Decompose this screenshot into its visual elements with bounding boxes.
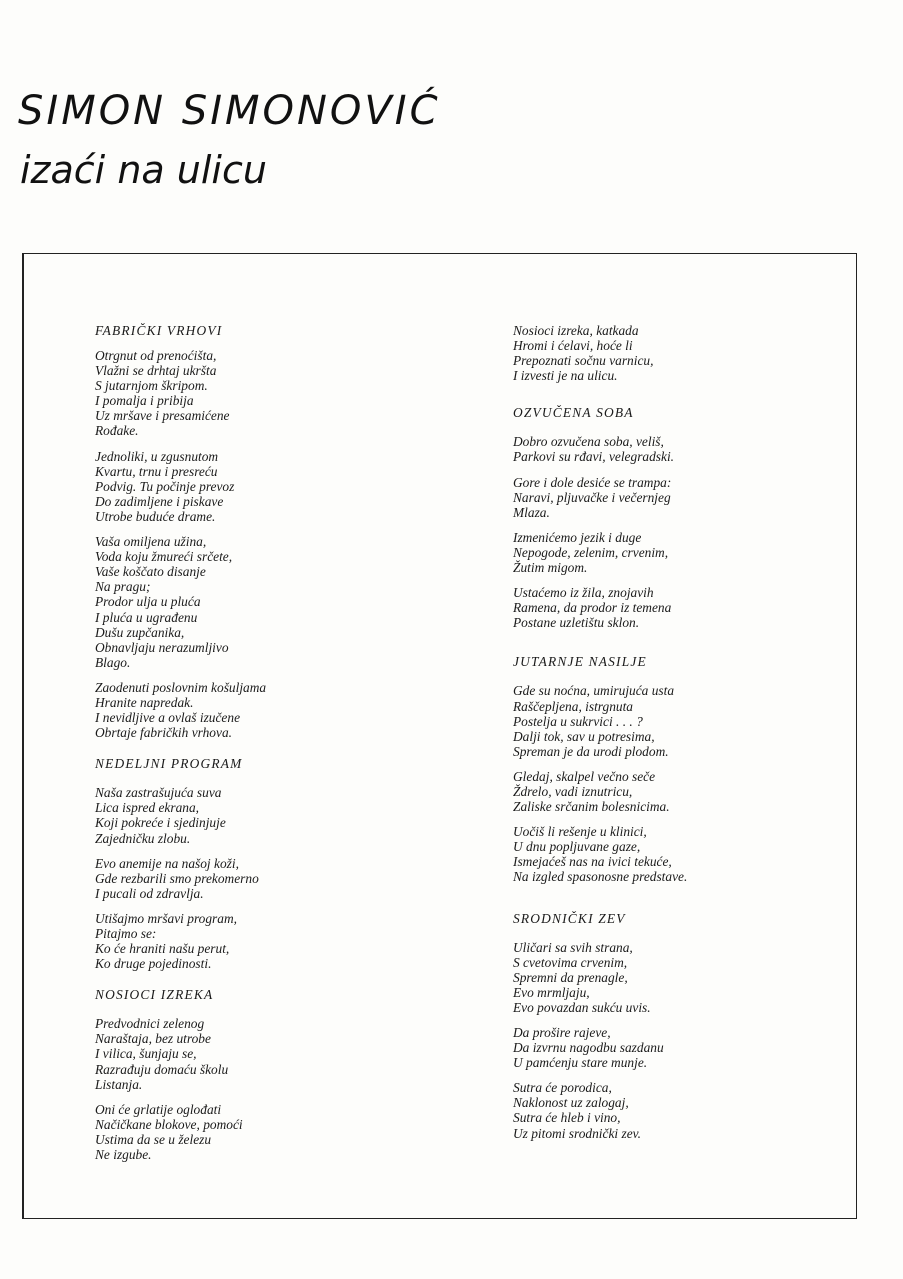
- stanza: Predvodnici zelenog Naraštaja, bez utrobe I vilica, šunjaju se, Razrađuju domaću školu Listanja.: [95, 1016, 229, 1092]
- stanza: Nosioci izreka, katkada Hromi i ćelavi, hoće li Prepoznati sočnu varnicu, I izvesti je na ulicu.: [513, 323, 654, 384]
- poem-title: FABRIČKI VRHOVI: [95, 323, 223, 338]
- stanza: Evo anemije na našoj koži, Gde rezbarili smo prekomerno I pucali od zdravlja.: [95, 855, 259, 901]
- poem-title: SRODNIČKI ZEV: [513, 910, 626, 926]
- stanza: Gledaj, skalpel večno seče Ždrelo, vadi iznutricu, Zaliske srčanim bolesnicima.: [513, 768, 670, 815]
- stanza: Gore i dole desiće se trampa: Naravi, pljuvačke i večernjeg Mlaza.: [513, 474, 672, 520]
- stanza: Uličari sa svih strana, S cvetovima crvenim, Spremni da prenagle, Evo mrmljaju, Evo povazdan sukću uvis.: [513, 939, 651, 1015]
- stanza: Zaodenuti poslovnim košuljama Hranite napredak. I nevidljive a ovlaš izučene Obrtaje fabričkih vrhova.: [95, 679, 267, 741]
- left-column: [95, 323, 415, 1162]
- poem-nedeljni-program: [95, 756, 415, 971]
- stanza: Ustaćemo iz žila, znojavih Ramena, da prodor iz temena Postane uzletištu sklon.: [513, 585, 672, 631]
- stanza: Jednoliki, u zgusnutom Kvartu, trnu i presreću Podvig. Tu počinje prevoz Do zadimljene i piskave Utrobe buduće drame.: [95, 448, 235, 524]
- poem-jutarnje-nasilje: [513, 654, 833, 884]
- poem-nosioci-izreka: [95, 987, 415, 1162]
- book-title: izaći na ulicu: [20, 148, 267, 192]
- stanza: Izmenićemo jezik i duge Nepogode, zelenim, crvenim, Žutim migom.: [513, 529, 669, 576]
- stanza: Dobro ozvučena soba, veliš, Parkovi su rđavi, velegradski.: [513, 434, 675, 465]
- author-name: SIMON SIMONOVIĆ: [18, 88, 441, 134]
- stanza: Otrgnut od prenoćišta, Vlažni se drhtaj ukršta S jutarnjom škripom. I pomalja i pribija Uz mršave i presamićene Rođake.: [95, 348, 230, 439]
- poem-title: NOSIOCI IZREKA: [95, 987, 214, 1003]
- poem-title: NEDELJNI PROGRAM: [95, 756, 243, 772]
- stanza: Utišajmo mršavi program, Pitajmo se: Ko će hraniti našu perut, Ko druge pojedinosti.: [95, 910, 237, 972]
- stanza: Gde su noćna, umirujuća usta Raščepljena, istrgnuta Postelja u sukrvici . . . ? Dalji tok, sav u potresima, Spreman je da urodi plodom.: [513, 683, 675, 759]
- poem-ozvucena-soba: [513, 405, 833, 630]
- poem-srodnicki-zev: [513, 911, 833, 1141]
- stanza: Naša zastrašujuća suva Lica ispred ekrana, Koji pokreće i sjedinjuje Zajedničku zlobu.: [95, 785, 226, 846]
- poem-fabricki-vrhovi: [95, 323, 415, 740]
- stanza: Uočiš li rešenje u klinici, U dnu popljuvane gaze, Ismejaćeš nas na ivici tekuće, Na izgled spasonosne predstave.: [513, 824, 688, 885]
- stanza: Sutra će porodica, Naklonost uz zalogaj, Sutra će hleb i vino, Uz pitomi srodnički zev.: [513, 1080, 641, 1141]
- poem-nosioci-izreka-continued: [513, 323, 833, 383]
- stanza: Vaša omiljena užina, Voda koju žmureći srčete, Vaše koščato disanje Na pragu; Prodor ulja u pluća I pluća u ugrađenu Dušu zupčanika, Obnavljaju nerazumljivo Blago.: [95, 534, 233, 670]
- poem-title: JUTARNJE NASILJE: [513, 654, 647, 670]
- poem-title: OZVUČENA SOBA: [513, 405, 634, 421]
- stanza: Oni će grlatije oglođati Načičkane blokove, pomoći Ustima da se u železu Ne izgube.: [95, 1101, 243, 1163]
- stanza: Da prošire rajeve, Da izvrnu nagodbu sazdanu U pamćenju stare munje.: [513, 1025, 664, 1071]
- right-column: [513, 323, 833, 1141]
